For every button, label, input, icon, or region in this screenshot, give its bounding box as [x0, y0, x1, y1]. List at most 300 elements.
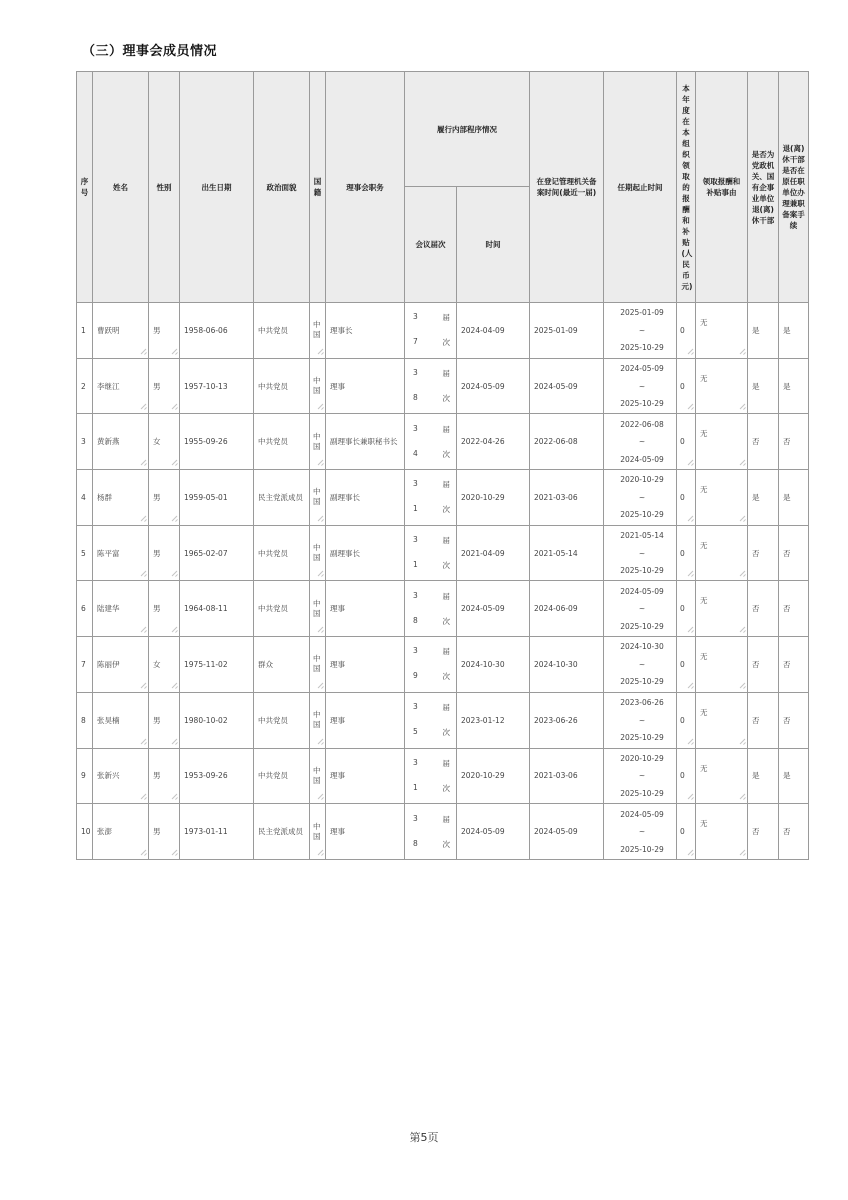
nationality-field[interactable]: 中国: [310, 414, 326, 470]
meeting-session: [405, 804, 457, 860]
pay-reason-field[interactable]: 无: [696, 692, 748, 748]
pay-reason-field[interactable]: 无: [696, 525, 748, 581]
table-row: [77, 748, 809, 804]
table-row: [77, 804, 809, 860]
resize-handle-icon[interactable]: [141, 795, 146, 800]
term-range: [604, 470, 677, 526]
term-separator: ~: [638, 827, 646, 837]
term-start: 2020-10-29: [620, 475, 664, 485]
meeting-count-unit: 次: [442, 505, 450, 515]
gender-field[interactable]: 男: [149, 525, 180, 581]
meeting-session: [405, 414, 457, 470]
retired-procedure-value: 否: [779, 525, 809, 581]
birth-date: 1980-10-02: [180, 692, 254, 748]
meeting-count-unit: 次: [442, 839, 450, 849]
header-meeting: 会议届次: [405, 187, 457, 303]
pay-reason-field[interactable]: 无: [696, 748, 748, 804]
resize-handle-icon[interactable]: [318, 572, 323, 577]
term-start: 2024-05-09: [620, 586, 664, 596]
session-unit: 届: [442, 703, 450, 713]
retired-cadre-value: 否: [748, 525, 779, 581]
filing-date: 2025-01-09: [530, 303, 604, 359]
retired-cadre-value: 否: [748, 414, 779, 470]
resize-handle-icon[interactable]: [740, 740, 745, 745]
meeting-count-unit: 次: [442, 616, 450, 626]
birth-date: 1965-02-07: [180, 525, 254, 581]
resize-handle-icon[interactable]: [740, 350, 745, 355]
table-row: [77, 470, 809, 526]
meeting-session: [405, 303, 457, 359]
resize-handle-icon[interactable]: [318, 795, 323, 800]
name-field[interactable]: 陈丽伊: [93, 637, 149, 693]
board-members-table: [76, 71, 809, 860]
row-no: 5: [77, 525, 93, 581]
pay-reason-field[interactable]: 无: [696, 581, 748, 637]
political-status: 群众: [254, 637, 310, 693]
nationality-field[interactable]: 中国: [310, 470, 326, 526]
term-separator: ~: [638, 381, 646, 391]
resize-handle-icon[interactable]: [141, 684, 146, 689]
session-unit: 届: [442, 758, 450, 768]
header-retired-cadre: 是否为党政机关、国有企事业单位退(离)休干部: [748, 72, 779, 303]
filing-date: 2024-05-09: [530, 358, 604, 414]
position-field: 副理事长兼职秘书长: [326, 414, 405, 470]
resize-handle-icon[interactable]: [688, 628, 693, 633]
session-unit: 届: [442, 814, 450, 824]
nationality-field[interactable]: 中国: [310, 637, 326, 693]
pay-amount-field[interactable]: 0: [677, 748, 696, 804]
meeting-date: 2023-01-12: [457, 692, 530, 748]
term-end: 2025-10-29: [620, 343, 664, 353]
pay-amount-field[interactable]: 0: [677, 525, 696, 581]
resize-handle-icon[interactable]: [141, 350, 146, 355]
term-separator: ~: [638, 771, 646, 781]
meeting-date: 2020-10-29: [457, 470, 530, 526]
session-number: 3: [413, 702, 418, 712]
nationality-field[interactable]: 中国: [310, 748, 326, 804]
meeting-date: 2020-10-29: [457, 748, 530, 804]
meeting-date: 2021-04-09: [457, 525, 530, 581]
position-field: 理事长: [326, 303, 405, 359]
retired-procedure-value: 否: [779, 692, 809, 748]
header-filing: 在登记管理机关备案时间(最近一届): [530, 72, 604, 303]
name-field[interactable]: 陆建华: [93, 581, 149, 637]
retired-cadre-value: 否: [748, 637, 779, 693]
session-number: 3: [413, 646, 418, 656]
resize-handle-icon[interactable]: [141, 517, 146, 522]
session-unit: 届: [442, 424, 450, 434]
birth-date: 1958-06-06: [180, 303, 254, 359]
political-status: 民主党派成员: [254, 470, 310, 526]
gender-field[interactable]: 男: [149, 692, 180, 748]
term-range: [604, 414, 677, 470]
resize-handle-icon[interactable]: [172, 350, 177, 355]
birth-date: 1959-05-01: [180, 470, 254, 526]
section-title: （三）理事会成员情况: [82, 44, 218, 59]
term-separator: ~: [638, 437, 646, 447]
resize-handle-icon[interactable]: [688, 517, 693, 522]
gender-field[interactable]: 男: [149, 581, 180, 637]
filing-date: 2024-10-30: [530, 637, 604, 693]
filing-date: 2024-05-09: [530, 804, 604, 860]
pay-amount-field[interactable]: 0: [677, 470, 696, 526]
row-no: 2: [77, 358, 93, 414]
name-field[interactable]: 黄新燕: [93, 414, 149, 470]
resize-handle-icon[interactable]: [688, 572, 693, 577]
retired-cadre-value: 是: [748, 303, 779, 359]
birth-date: 1955-09-26: [180, 414, 254, 470]
political-status: 中共党员: [254, 414, 310, 470]
name-field[interactable]: 曹跃明: [93, 303, 149, 359]
meeting-session: [405, 748, 457, 804]
position-field: 副理事长: [326, 470, 405, 526]
meeting-count: 8: [413, 393, 418, 403]
resize-handle-icon[interactable]: [172, 795, 177, 800]
resize-handle-icon[interactable]: [740, 461, 745, 466]
meeting-count: 1: [413, 504, 418, 514]
resize-handle-icon[interactable]: [318, 517, 323, 522]
resize-handle-icon[interactable]: [740, 405, 745, 410]
term-range: [604, 804, 677, 860]
resize-handle-icon[interactable]: [688, 795, 693, 800]
term-end: 2025-10-29: [620, 788, 664, 798]
retired-procedure-value: 否: [779, 414, 809, 470]
term-separator: ~: [638, 325, 646, 335]
term-range: [604, 525, 677, 581]
position-field: 理事: [326, 804, 405, 860]
session-unit: 届: [442, 480, 450, 490]
term-end: 2025-10-29: [620, 844, 664, 854]
meeting-count-unit: 次: [442, 728, 450, 738]
header-retired-procedure: 退(离)休干部是否在原任职单位办理兼职备案手续: [779, 72, 809, 303]
table-row: [77, 637, 809, 693]
session-unit: 届: [442, 369, 450, 379]
term-end: 2025-10-29: [620, 399, 664, 409]
position-field: 理事: [326, 581, 405, 637]
resize-handle-icon[interactable]: [172, 684, 177, 689]
term-separator: ~: [638, 659, 646, 669]
pay-reason-field[interactable]: 无: [696, 470, 748, 526]
resize-handle-icon[interactable]: [688, 405, 693, 410]
term-range: [604, 692, 677, 748]
resize-handle-icon[interactable]: [740, 517, 745, 522]
row-no: 10: [77, 804, 93, 860]
resize-handle-icon[interactable]: [740, 628, 745, 633]
table-row: [77, 581, 809, 637]
row-no: 9: [77, 748, 93, 804]
table-row: [77, 358, 809, 414]
resize-handle-icon[interactable]: [740, 851, 745, 856]
resize-handle-icon[interactable]: [740, 572, 745, 577]
meeting-session: [405, 637, 457, 693]
term-separator: ~: [638, 715, 646, 725]
gender-field[interactable]: 男: [149, 470, 180, 526]
resize-handle-icon[interactable]: [172, 461, 177, 466]
resize-handle-icon[interactable]: [318, 350, 323, 355]
page-number: 第5页: [409, 1131, 439, 1144]
position-field: 理事: [326, 692, 405, 748]
meeting-date: 2024-05-09: [457, 804, 530, 860]
term-start: 2024-05-09: [620, 364, 664, 374]
political-status: 中共党员: [254, 748, 310, 804]
header-birth: 出生日期: [180, 72, 254, 303]
meeting-count-unit: 次: [442, 561, 450, 571]
filing-date: 2021-03-06: [530, 748, 604, 804]
resize-handle-icon[interactable]: [172, 740, 177, 745]
resize-handle-icon[interactable]: [688, 740, 693, 745]
resize-handle-icon[interactable]: [688, 461, 693, 466]
session-number: 3: [413, 590, 418, 600]
resize-handle-icon[interactable]: [141, 572, 146, 577]
political-status: 中共党员: [254, 358, 310, 414]
session-number: 3: [413, 757, 418, 767]
filing-date: 2023-06-26: [530, 692, 604, 748]
header-name: 姓名: [93, 72, 149, 303]
pay-amount-field[interactable]: 0: [677, 581, 696, 637]
gender-field[interactable]: 男: [149, 303, 180, 359]
header-position: 理事会职务: [326, 72, 405, 303]
term-end: 2025-10-29: [620, 566, 664, 576]
nationality-field[interactable]: 中国: [310, 692, 326, 748]
resize-handle-icon[interactable]: [172, 628, 177, 633]
meeting-count-unit: 次: [442, 338, 450, 348]
meeting-count: 5: [413, 727, 418, 737]
term-start: 2025-01-09: [620, 308, 664, 318]
retired-procedure-value: 是: [779, 358, 809, 414]
political-status: 民主党派成员: [254, 804, 310, 860]
resize-handle-icon[interactable]: [172, 572, 177, 577]
nationality-field[interactable]: 中国: [310, 358, 326, 414]
term-start: 2021-05-14: [620, 531, 664, 541]
pay-amount-field[interactable]: 0: [677, 358, 696, 414]
pay-amount-field[interactable]: 0: [677, 692, 696, 748]
header-time: 时间: [457, 187, 530, 303]
resize-handle-icon[interactable]: [141, 740, 146, 745]
resize-handle-icon[interactable]: [318, 628, 323, 633]
term-range: [604, 581, 677, 637]
retired-procedure-value: 是: [779, 470, 809, 526]
header-internal-procedure: 履行内部程序情况: [405, 72, 530, 187]
table-row: [77, 414, 809, 470]
table-row: [77, 303, 809, 359]
table-body: [77, 303, 809, 860]
name-field[interactable]: 张昊楠: [93, 692, 149, 748]
header-pay-reason: 领取报酬和补贴事由: [696, 72, 748, 303]
retired-procedure-value: 否: [779, 804, 809, 860]
resize-handle-icon[interactable]: [318, 461, 323, 466]
birth-date: 1953-09-26: [180, 748, 254, 804]
resize-handle-icon[interactable]: [172, 405, 177, 410]
name-field[interactable]: 张新兴: [93, 748, 149, 804]
term-start: 2022-06-08: [620, 419, 664, 429]
resize-handle-icon[interactable]: [141, 628, 146, 633]
nationality-field[interactable]: 中国: [310, 525, 326, 581]
meeting-session: [405, 358, 457, 414]
gender-field[interactable]: 男: [149, 748, 180, 804]
pay-reason-field[interactable]: 无: [696, 303, 748, 359]
meeting-count-unit: 次: [442, 394, 450, 404]
birth-date: 1975-11-02: [180, 637, 254, 693]
session-number: 3: [413, 479, 418, 489]
header-term: 任期起止时间: [604, 72, 677, 303]
meeting-count-unit: 次: [442, 672, 450, 682]
political-status: 中共党员: [254, 692, 310, 748]
row-no: 3: [77, 414, 93, 470]
table-row: [77, 692, 809, 748]
nationality-field[interactable]: 中国: [310, 581, 326, 637]
meeting-count: 1: [413, 782, 418, 792]
meeting-count: 9: [413, 671, 418, 681]
meeting-date: 2024-04-09: [457, 303, 530, 359]
row-no: 1: [77, 303, 93, 359]
session-number: 3: [413, 368, 418, 378]
resize-handle-icon[interactable]: [318, 405, 323, 410]
term-start: 2024-10-30: [620, 642, 664, 652]
resize-handle-icon[interactable]: [141, 405, 146, 410]
header-political: 政治面貌: [254, 72, 310, 303]
retired-procedure-value: 是: [779, 748, 809, 804]
term-range: [604, 637, 677, 693]
meeting-date: 2022-04-26: [457, 414, 530, 470]
term-range: [604, 748, 677, 804]
pay-amount-field[interactable]: 0: [677, 637, 696, 693]
retired-procedure-value: 否: [779, 637, 809, 693]
meeting-count: 8: [413, 838, 418, 848]
retired-procedure-value: 否: [779, 581, 809, 637]
resize-handle-icon[interactable]: [172, 851, 177, 856]
filing-date: 2021-03-06: [530, 470, 604, 526]
birth-date: 1964-08-11: [180, 581, 254, 637]
meeting-date: 2024-05-09: [457, 358, 530, 414]
resize-handle-icon[interactable]: [141, 851, 146, 856]
retired-cadre-value: 否: [748, 804, 779, 860]
resize-handle-icon[interactable]: [172, 517, 177, 522]
pay-reason-field[interactable]: 无: [696, 804, 748, 860]
row-no: 8: [77, 692, 93, 748]
pay-reason-field[interactable]: 无: [696, 637, 748, 693]
meeting-count: 7: [413, 337, 418, 347]
position-field: 理事: [326, 637, 405, 693]
name-field[interactable]: 杨群: [93, 470, 149, 526]
session-number: 3: [413, 312, 418, 322]
filing-date: 2021-05-14: [530, 525, 604, 581]
session-number: 3: [413, 813, 418, 823]
meeting-count-unit: 次: [442, 783, 450, 793]
gender-field[interactable]: 女: [149, 414, 180, 470]
birth-date: 1957-10-13: [180, 358, 254, 414]
retired-cadre-value: 是: [748, 470, 779, 526]
meeting-session: [405, 581, 457, 637]
resize-handle-icon[interactable]: [740, 795, 745, 800]
resize-handle-icon[interactable]: [688, 350, 693, 355]
political-status: 中共党员: [254, 581, 310, 637]
resize-handle-icon[interactable]: [318, 851, 323, 856]
political-status: 中共党员: [254, 525, 310, 581]
meeting-count: 1: [413, 560, 418, 570]
meeting-date: 2024-05-09: [457, 581, 530, 637]
political-status: 中共党员: [254, 303, 310, 359]
meeting-count: 4: [413, 448, 418, 458]
session-unit: 届: [442, 591, 450, 601]
pay-amount-field[interactable]: 0: [677, 303, 696, 359]
meeting-session: [405, 470, 457, 526]
term-start: 2023-06-26: [620, 698, 664, 708]
position-field: 副理事长: [326, 525, 405, 581]
term-end: 2025-10-29: [620, 677, 664, 687]
session-unit: 届: [442, 536, 450, 546]
pay-amount-field[interactable]: 0: [677, 804, 696, 860]
resize-handle-icon[interactable]: [688, 851, 693, 856]
session-unit: 届: [442, 647, 450, 657]
retired-cadre-value: 否: [748, 581, 779, 637]
nationality-field[interactable]: 中国: [310, 804, 326, 860]
meeting-session: [405, 525, 457, 581]
term-end: 2025-10-29: [620, 621, 664, 631]
meeting-count-unit: 次: [442, 449, 450, 459]
position-field: 理事: [326, 748, 405, 804]
gender-field[interactable]: 男: [149, 804, 180, 860]
row-no: 4: [77, 470, 93, 526]
gender-field[interactable]: 男: [149, 358, 180, 414]
term-range: [604, 358, 677, 414]
gender-field[interactable]: 女: [149, 637, 180, 693]
row-no: 7: [77, 637, 93, 693]
meeting-count: 8: [413, 615, 418, 625]
filing-date: 2024-06-09: [530, 581, 604, 637]
pay-reason-field[interactable]: 无: [696, 414, 748, 470]
nationality-field[interactable]: 中国: [310, 303, 326, 359]
header-pay: 本年度在本组织领取的报酬和补贴(人民币元): [677, 72, 696, 303]
term-start: 2020-10-29: [620, 753, 664, 763]
meeting-date: 2024-10-30: [457, 637, 530, 693]
session-number: 3: [413, 423, 418, 433]
header-gender: 性别: [149, 72, 180, 303]
resize-handle-icon[interactable]: [318, 740, 323, 745]
term-separator: ~: [638, 604, 646, 614]
resize-handle-icon[interactable]: [141, 461, 146, 466]
session-unit: 届: [442, 313, 450, 323]
term-end: 2024-05-09: [620, 454, 664, 464]
filing-date: 2022-06-08: [530, 414, 604, 470]
birth-date: 1973-01-11: [180, 804, 254, 860]
resize-handle-icon[interactable]: [318, 684, 323, 689]
name-field[interactable]: 张澎: [93, 804, 149, 860]
row-no: 6: [77, 581, 93, 637]
session-number: 3: [413, 535, 418, 545]
term-range: [604, 303, 677, 359]
retired-cadre-value: 是: [748, 358, 779, 414]
name-field[interactable]: 李继江: [93, 358, 149, 414]
position-field: 理事: [326, 358, 405, 414]
header-nationality: 国籍: [310, 72, 326, 303]
term-start: 2024-05-09: [620, 809, 664, 819]
header-no: 序号: [77, 72, 93, 303]
retired-cadre-value: 是: [748, 748, 779, 804]
table-row: [77, 525, 809, 581]
meeting-session: [405, 692, 457, 748]
term-end: 2025-10-29: [620, 510, 664, 520]
retired-procedure-value: 是: [779, 303, 809, 359]
pay-amount-field[interactable]: 0: [677, 414, 696, 470]
term-separator: ~: [638, 548, 646, 558]
pay-reason-field[interactable]: 无: [696, 358, 748, 414]
resize-handle-icon[interactable]: [688, 684, 693, 689]
term-separator: ~: [638, 492, 646, 502]
resize-handle-icon[interactable]: [740, 684, 745, 689]
name-field[interactable]: 陈平富: [93, 525, 149, 581]
term-end: 2025-10-29: [620, 733, 664, 743]
retired-cadre-value: 否: [748, 692, 779, 748]
